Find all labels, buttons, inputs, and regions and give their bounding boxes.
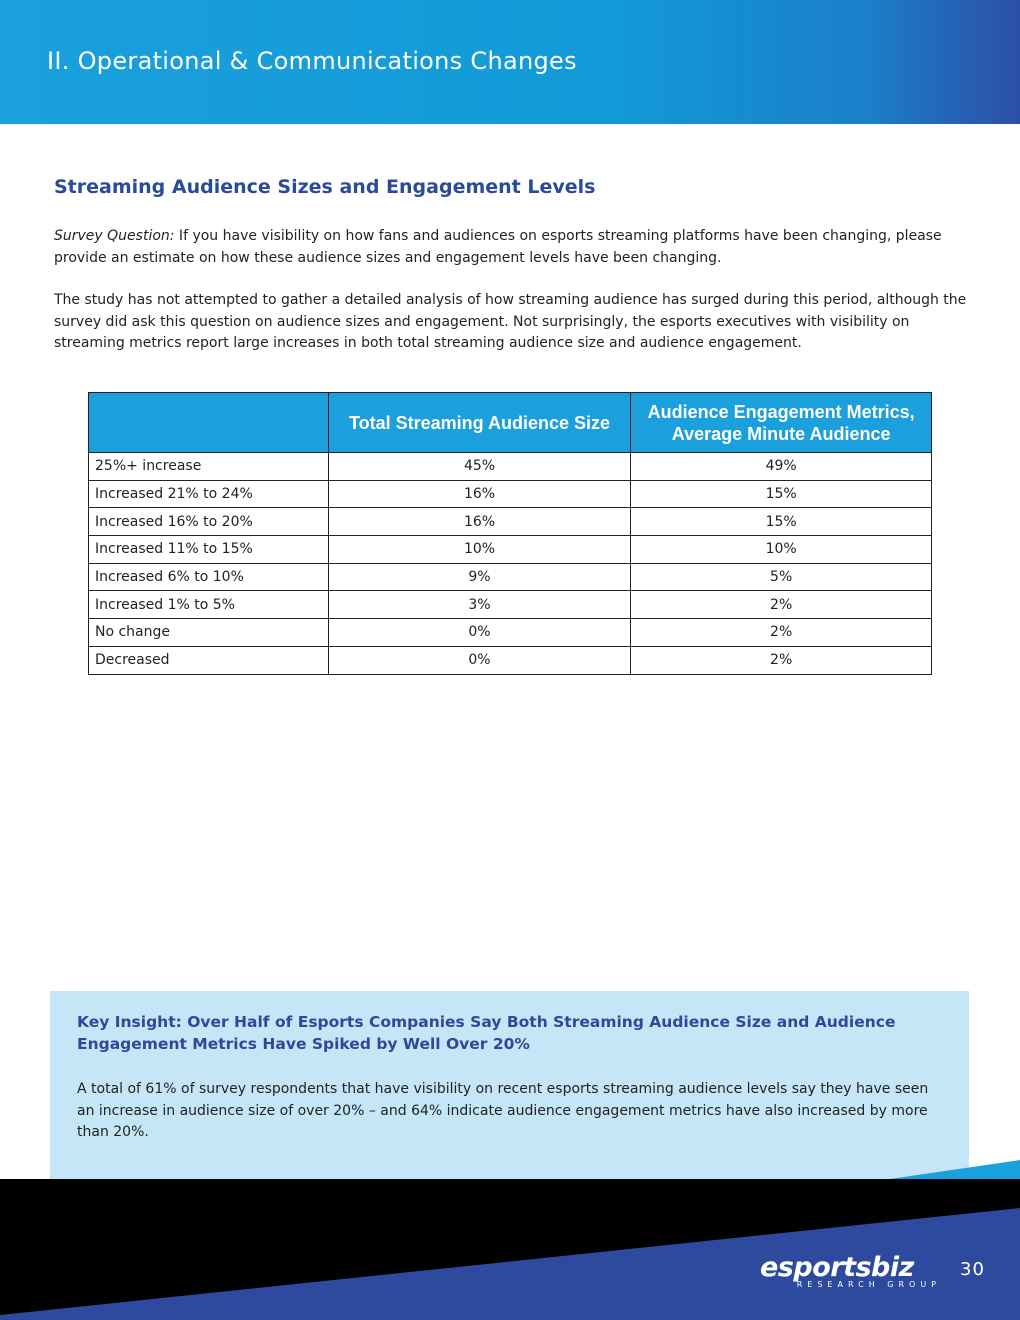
engagement-cell: 49% — [631, 453, 932, 481]
survey-question — [54, 226, 969, 269]
table-row — [89, 480, 932, 508]
audience-size-cell: 16% — [328, 508, 631, 536]
table-row — [89, 563, 932, 591]
section-title: Streaming Audience Sizes and Engagement Levels — [54, 176, 596, 198]
audience-size-cell: 0% — [328, 619, 631, 647]
table-row — [89, 536, 932, 564]
survey-question-label: Survey Question: — [54, 228, 175, 244]
streaming-audience-table — [88, 392, 932, 675]
audience-size-cell: 45% — [328, 453, 631, 481]
page-number: 30 — [960, 1259, 985, 1280]
table-row — [89, 508, 932, 536]
row-label: Increased 6% to 10% — [89, 563, 329, 591]
row-label: Increased 1% to 5% — [89, 591, 329, 619]
engagement-cell: 2% — [631, 646, 932, 674]
footer-band — [0, 1150, 1020, 1320]
row-label: 25%+ increase — [89, 453, 329, 481]
audience-size-cell: 3% — [328, 591, 631, 619]
row-label: Decreased — [89, 646, 329, 674]
engagement-cell: 2% — [631, 591, 932, 619]
table-row — [89, 591, 932, 619]
row-label: Increased 11% to 15% — [89, 536, 329, 564]
page-header — [0, 0, 1020, 124]
esportsbiz-logo — [760, 1254, 945, 1289]
engagement-cell: 15% — [631, 508, 932, 536]
table-row — [89, 646, 932, 674]
engagement-cell: 10% — [631, 536, 932, 564]
intro-paragraph: The study has not attempted to gather a detailed analysis of how streaming audience has surged during this period, although the survey did ask this question on audience sizes and engagement. Not surprisingly, the esports executives with visibility on streaming metrics report large increases in both total streaming audience size and audience engagement. — [54, 292, 967, 351]
key-insight-body: A total of 61% of survey respondents that have visibility on recent esports streaming audience levels say they have seen an increase in audience size of over 20% – and 64% indicate audience engagement metrics have also increased by more than 20%. — [77, 1081, 929, 1140]
logo-tagline: RESEARCH GROUP — [796, 1280, 941, 1289]
table-header-engagement: Audience Engagement Metrics, Average Minute Audience — [631, 393, 932, 453]
row-label: Increased 16% to 20% — [89, 508, 329, 536]
table-header-audience-size: Total Streaming Audience Size — [328, 393, 631, 453]
chapter-title: II. Operational & Communications Changes — [47, 47, 577, 75]
row-label: Increased 21% to 24% — [89, 480, 329, 508]
key-insight-title: Key Insight: Over Half of Esports Companies Say Both Streaming Audience Size and Audience Engagement Metrics Have Spiked by Well Over 20% — [77, 1013, 896, 1053]
engagement-cell: 15% — [631, 480, 932, 508]
engagement-cell: 2% — [631, 619, 932, 647]
audience-size-cell: 0% — [328, 646, 631, 674]
table-row — [89, 453, 932, 481]
audience-size-cell: 16% — [328, 480, 631, 508]
audience-size-cell: 9% — [328, 563, 631, 591]
audience-size-cell: 10% — [328, 536, 631, 564]
footer-accent-stripe — [890, 1160, 1020, 1179]
survey-question-text: If you have visibility on how fans and audiences on esports streaming platforms have been changing, please provide an estimate on how these audience sizes and engagement levels have been changing. — [54, 228, 942, 266]
logo-wordmark: esportsbiz — [760, 1252, 914, 1283]
table-row — [89, 619, 932, 647]
table-header-empty — [89, 393, 329, 453]
row-label: No change — [89, 619, 329, 647]
engagement-cell: 5% — [631, 563, 932, 591]
table-header-row — [89, 393, 932, 453]
